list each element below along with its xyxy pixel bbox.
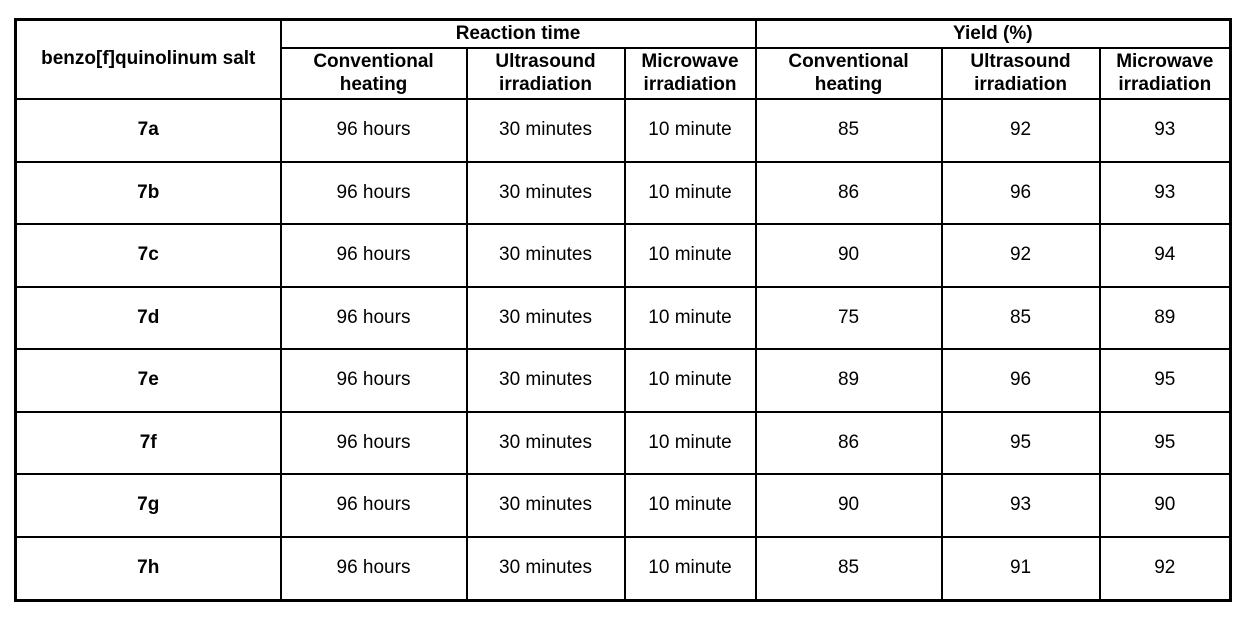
row-label: 7d — [16, 287, 281, 350]
cell-time-ultrasound: 30 minutes — [467, 224, 625, 287]
cell-time-conventional: 96 hours — [281, 349, 467, 412]
cell-time-conventional: 96 hours — [281, 287, 467, 350]
cell-time-conventional: 96 hours — [281, 412, 467, 475]
column-header-yield-ultrasound: Ultrasound irradiation — [942, 48, 1100, 99]
row-label: 7b — [16, 162, 281, 225]
cell-time-ultrasound: 30 minutes — [467, 474, 625, 537]
cell-time-microwave: 10 minute — [625, 162, 756, 225]
cell-yield-microwave: 93 — [1100, 99, 1231, 162]
table-body — [16, 99, 1231, 600]
column-header-yield-microwave: Microwave irradiation — [1100, 48, 1231, 99]
cell-yield-conventional: 85 — [756, 99, 942, 162]
cell-yield-conventional: 90 — [756, 224, 942, 287]
table-row — [16, 287, 1231, 350]
cell-time-conventional: 96 hours — [281, 537, 467, 601]
cell-time-ultrasound: 30 minutes — [467, 287, 625, 350]
cell-yield-microwave: 94 — [1100, 224, 1231, 287]
column-header-time-conventional: Conventional heating — [281, 48, 467, 99]
cell-time-microwave: 10 minute — [625, 537, 756, 601]
cell-time-ultrasound: 30 minutes — [467, 162, 625, 225]
cell-time-microwave: 10 minute — [625, 224, 756, 287]
cell-yield-microwave: 90 — [1100, 474, 1231, 537]
cell-time-conventional: 96 hours — [281, 474, 467, 537]
results-table — [14, 18, 1232, 602]
column-header-time-microwave: Microwave irradiation — [625, 48, 756, 99]
cell-yield-ultrasound: 92 — [942, 224, 1100, 287]
cell-time-conventional: 96 hours — [281, 99, 467, 162]
table-row — [16, 537, 1231, 601]
cell-time-ultrasound: 30 minutes — [467, 412, 625, 475]
cell-yield-ultrasound: 91 — [942, 537, 1100, 601]
table-header-group-row — [16, 20, 1231, 49]
column-group-header-yield: Yield (%) — [756, 20, 1231, 49]
column-header-yield-conventional: Conventional heating — [756, 48, 942, 99]
cell-time-ultrasound: 30 minutes — [467, 349, 625, 412]
cell-yield-microwave: 89 — [1100, 287, 1231, 350]
table-row — [16, 99, 1231, 162]
row-label: 7e — [16, 349, 281, 412]
cell-yield-conventional: 90 — [756, 474, 942, 537]
cell-time-microwave: 10 minute — [625, 474, 756, 537]
cell-yield-microwave: 95 — [1100, 349, 1231, 412]
cell-yield-ultrasound: 96 — [942, 349, 1100, 412]
cell-time-conventional: 96 hours — [281, 162, 467, 225]
cell-yield-conventional: 85 — [756, 537, 942, 601]
table-header — [16, 20, 1231, 100]
cell-yield-ultrasound: 85 — [942, 287, 1100, 350]
cell-time-ultrasound: 30 minutes — [467, 99, 625, 162]
cell-yield-ultrasound: 92 — [942, 99, 1100, 162]
row-label: 7h — [16, 537, 281, 601]
cell-yield-conventional: 89 — [756, 349, 942, 412]
row-label: 7a — [16, 99, 281, 162]
cell-time-microwave: 10 minute — [625, 412, 756, 475]
table-row — [16, 349, 1231, 412]
table-row — [16, 224, 1231, 287]
cell-time-microwave: 10 minute — [625, 349, 756, 412]
row-label: 7c — [16, 224, 281, 287]
table-row — [16, 162, 1231, 225]
cell-yield-ultrasound: 95 — [942, 412, 1100, 475]
cell-yield-conventional: 75 — [756, 287, 942, 350]
row-label: 7g — [16, 474, 281, 537]
cell-time-microwave: 10 minute — [625, 99, 756, 162]
table-container — [14, 18, 1226, 602]
cell-yield-ultrasound: 96 — [942, 162, 1100, 225]
cell-yield-conventional: 86 — [756, 412, 942, 475]
cell-time-microwave: 10 minute — [625, 287, 756, 350]
table-row — [16, 474, 1231, 537]
column-header-salt: benzo[f]quinolinum salt — [16, 20, 281, 100]
cell-yield-conventional: 86 — [756, 162, 942, 225]
cell-yield-microwave: 93 — [1100, 162, 1231, 225]
table-row — [16, 412, 1231, 475]
cell-yield-microwave: 92 — [1100, 537, 1231, 601]
column-group-header-reaction-time: Reaction time — [281, 20, 756, 49]
cell-yield-ultrasound: 93 — [942, 474, 1100, 537]
cell-time-ultrasound: 30 minutes — [467, 537, 625, 601]
column-header-time-ultrasound: Ultrasound irradiation — [467, 48, 625, 99]
cell-time-conventional: 96 hours — [281, 224, 467, 287]
row-label: 7f — [16, 412, 281, 475]
cell-yield-microwave: 95 — [1100, 412, 1231, 475]
